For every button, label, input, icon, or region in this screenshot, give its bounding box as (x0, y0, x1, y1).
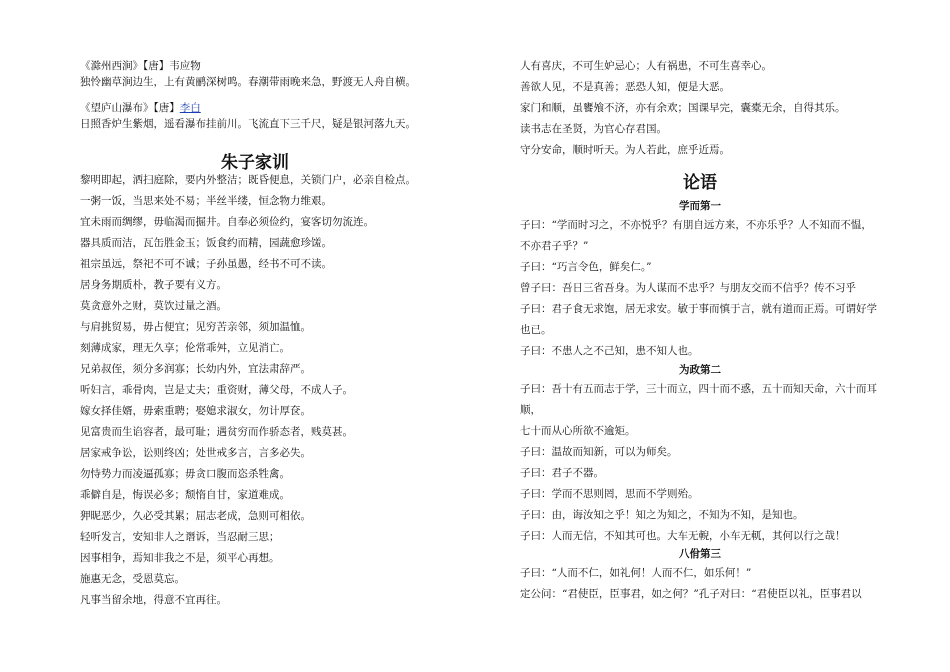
text-line: 子曰：不患人之不己知，患不知人也。 (520, 345, 699, 357)
text-line: 莫贪意外之财，莫饮过量之酒。 (80, 300, 227, 312)
text-line: 居家戒争讼，讼则终凶；处世戒多言，言多必失。 (80, 447, 311, 459)
text-line: 轻听发言，安知非人之谮诉，当忍耐三思； (80, 531, 280, 543)
text-line: 家门和顺，虽饔飧不济，亦有余欢；国课早完，囊橐无余，自得其乐。 (520, 102, 846, 114)
text-line: 守分安命，顺时听天。为人若此，庶乎近焉。 (520, 144, 730, 156)
text-line: 子曰：“学而时习之，不亦悦乎？有朋自远方来，不亦乐乎？人不知而不愠， (520, 219, 872, 231)
poem-title: 《滁州西涧》【唐】韦应物 (80, 60, 201, 72)
text-line: 刻薄成家，理无久享；伦常乖舛，立见消亡。 (80, 342, 290, 354)
text-line: 善欲人见，不是真善；恶恐人知，便是大恶。 (520, 81, 730, 93)
chapter-title: 学而第一 (679, 200, 721, 212)
text-line: 宜未雨而绸缪，毋临渴而掘井。自奉必须俭约，宴客切勿流连。 (80, 216, 374, 228)
zhuzi-continuation (520, 58, 880, 158)
text-line: 子曰：君子食无求饱，居无求安。敏于事而慎于言，就有道而正焉。可谓好学 (520, 303, 877, 315)
text-line: 凡事当留余地，得意不宜再往。 (80, 594, 227, 606)
text-line: 定公问：“君使臣，臣事君，如之何？”孔子对曰：“君使臣以礼，臣事君以 (520, 588, 862, 600)
text-line: 人有喜庆，不可生妒忌心；人有祸患，不可生喜幸心。 (520, 60, 772, 72)
section-heading-zhuzi: 朱子家训 (221, 153, 289, 173)
text-line: 也已。 (520, 324, 552, 336)
section-heading-lunyu: 论语 (683, 173, 717, 193)
text-line: 嫁女择佳婿，毋索重聘；娶媳求淑女，勿计厚奁。 (80, 405, 311, 417)
poem-block-2 (80, 100, 416, 132)
text-line: 黎明即起，洒扫庭除，要内外整洁；既昏便息，关锁门户，必亲自检点。 (80, 174, 416, 186)
zhuzi-body (80, 172, 430, 622)
text-line: 子曰：温故而知新，可以为师矣。 (520, 446, 678, 458)
text-line: 施惠无念，受恩莫忘。 (80, 573, 185, 585)
text-line: 子曰：人而无信，不知其可也。大车无輗，小车无軏，其何以行之哉！ (520, 530, 846, 542)
poem-title-prefix: 《望庐山瀑布》【唐】 (80, 102, 180, 114)
poem-text: 独怜幽草涧边生，上有黄鹂深树鸣。春潮带雨晚来急，野渡无人舟自横。 (80, 76, 416, 88)
author-link[interactable]: 李白 (179, 102, 201, 114)
lunyu-body (520, 196, 880, 600)
text-line: 听妇言，乖骨肉，岂是丈夫；重资财，薄父母，不成人子。 (80, 384, 353, 396)
text-line: 狎昵恶少，久必受其累；屈志老成，急则可相依。 (80, 510, 311, 522)
text-line: 子曰：吾十有五而志于学，三十而立，四十而不惑，五十而知天命，六十而耳 (520, 383, 877, 395)
text-line: 因事相争，焉知非我之不是，须平心再想。 (80, 552, 280, 564)
text-line: 子曰：“巧言令色，鲜矣仁。” (520, 261, 652, 273)
text-line: 乖僻自是，悔误必多；颓惰自甘，家道难成。 (80, 489, 290, 501)
text-line: 与肩挑贸易，毋占便宜；见穷苦亲邻，须加温恤。 (80, 321, 311, 333)
poem-block-1 (80, 58, 416, 90)
text-line: 读书志在圣贤，为官心存君国。 (520, 123, 667, 135)
text-line: 子曰：君子不器。 (520, 467, 604, 479)
text-line: 不亦君子乎？” (520, 240, 589, 252)
text-line: 子曰：“人而不仁，如礼何！人而不仁，如乐何！” (520, 567, 752, 579)
text-line: 子曰：学而不思则罔，思而不学则殆。 (520, 488, 699, 500)
text-line: 勿恃势力而凌逼孤寡；毋贪口腹而恣杀牲禽。 (80, 468, 290, 480)
chapter-title: 八佾第三 (679, 548, 721, 560)
text-line: 子曰：由，诲汝知之乎！知之为知之，不知为不知，是知也。 (520, 509, 804, 521)
text-line: 顺， (520, 404, 541, 416)
text-line: 一粥一饭，当思来处不易；半丝半缕，恒念物力维艰。 (80, 195, 332, 207)
text-line: 祖宗虽远，祭祀不可不诚；子孙虽愚，经书不可不读。 (80, 258, 332, 270)
text-line: 居身务期质朴，教子要有义方。 (80, 279, 227, 291)
poem-title (80, 100, 416, 116)
text-line: 兄弟叔侄，须分多润寡；长幼内外，宜法肃辞严。 (80, 363, 311, 375)
text-line: 曾子曰：吾日三省吾身。为人谋而不忠乎？与朋友交而不信乎？传不习乎 (520, 282, 856, 294)
chapter-title: 为政第二 (679, 364, 721, 376)
text-line: 七十而从心所欲不逾矩。 (520, 425, 636, 437)
poem-text: 日照香炉生紫烟，遥看瀑布挂前川。飞流直下三千尺，疑是银河落九天。 (80, 118, 416, 130)
text-line: 器具质而洁，瓦缶胜金玉；饭食约而精，园蔬愈珍馐。 (80, 237, 332, 249)
text-line: 见富贵而生谄容者，最可耻；遇贫穷而作骄态者，贱莫甚。 (80, 426, 353, 438)
